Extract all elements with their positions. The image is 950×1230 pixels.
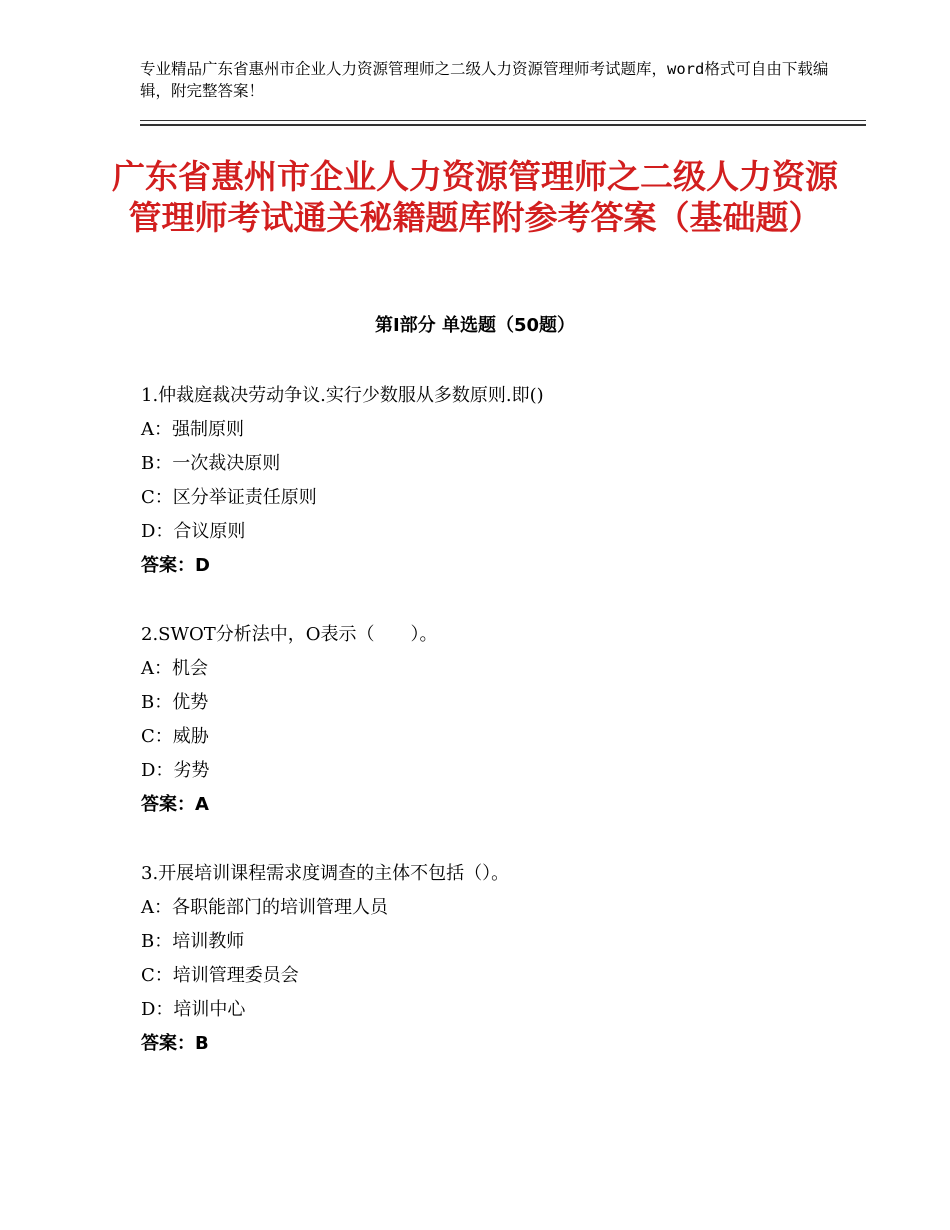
question-stem: 1.仲裁庭裁决劳动争议.实行少数服从多数原则.即() [141,385,544,406]
question-block-2 [141,618,861,822]
question-stem: 3.开展培训课程需求度调查的主体不包括（）。 [141,863,510,884]
answer: 答案：A [141,794,209,815]
option-c: C：威胁 [141,726,209,747]
option-b: B：优势 [141,692,209,713]
answer: 答案：D [141,555,210,576]
option-c: C：培训管理委员会 [141,965,299,986]
option-c: C：区分举证责任原则 [141,487,317,508]
header-rule-thick [140,124,866,126]
option-a: A：各职能部门的培训管理人员 [141,897,388,918]
option-d: D：合议原则 [141,521,246,542]
document-title: 广东省惠州市企业人力资源管理师之二级人力资源管理师考试通关秘籍题库附参考答案（基础题） [112,157,838,237]
option-b: B：培训教师 [141,931,245,952]
header-rule-thin [140,120,866,121]
question-block-3 [141,857,861,1061]
question-block-1 [141,379,861,583]
option-d: D：劣势 [141,760,210,781]
option-d: D：培训中心 [141,999,246,1020]
section-title: 第Ⅰ部分 单选题（50题） [374,315,575,336]
option-a: A：强制原则 [141,419,244,440]
header-note: 专业精品广东省惠州市企业人力资源管理师之二级人力资源管理师考试题库，word格式可自由下载编辑，附完整答案！ [140,60,829,100]
question-stem: 2.SWOT分析法中，O表示（ ）。 [141,624,438,645]
option-a: A：机会 [141,658,208,679]
option-b: B：一次裁决原则 [141,453,281,474]
answer: 答案：B [141,1033,209,1054]
